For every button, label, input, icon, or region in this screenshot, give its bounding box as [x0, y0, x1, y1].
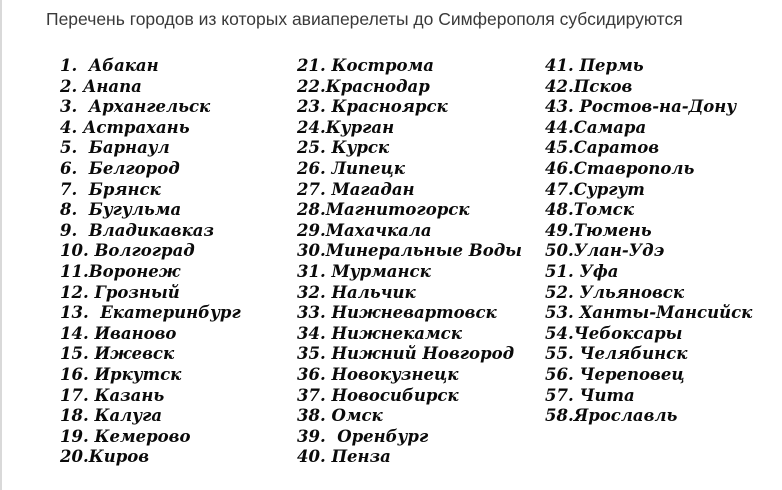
- list-item: 37. Новосибирск: [297, 385, 459, 405]
- list-item: 14. Иваново: [60, 323, 177, 343]
- list-item: 2. Анапа: [60, 76, 142, 96]
- list-item: 20.Киров: [60, 447, 150, 467]
- list-item: 11.Воронеж: [60, 261, 181, 281]
- list-item: 19. Кемерово: [60, 426, 191, 446]
- list-item: 53. Ханты-Мансийск: [545, 303, 753, 323]
- list-item: 21. Кострома: [297, 56, 434, 75]
- list-item: 51. Уфа: [545, 261, 619, 281]
- list-item: 54.Чебоксары: [545, 323, 683, 343]
- city-column-3: [545, 56, 780, 427]
- list-item: 35. Нижний Новгород: [297, 344, 515, 364]
- list-item: 50.Улан-Удэ: [545, 241, 665, 261]
- list-item: 15. Ижевск: [60, 344, 175, 364]
- list-item: 29.Махачкала: [297, 220, 432, 240]
- list-item: 27. Магадан: [297, 179, 415, 199]
- list-item: 33. Нижневартовск: [297, 303, 497, 323]
- list-item: 46.Ставрополь: [545, 158, 695, 178]
- list-item: 44.Самара: [545, 117, 647, 137]
- list-item: 43. Ростов-на-Дону: [545, 97, 737, 117]
- list-item: 16. Иркутск: [60, 364, 182, 384]
- list-item: 38. Омск: [297, 406, 383, 426]
- list-item: 42.Псков: [545, 76, 633, 96]
- list-item: 45.Саратов: [545, 138, 660, 158]
- city-column-1: [60, 56, 290, 468]
- page-title: Перечень городов из которых авиаперелеты до Симферополя субсидируются: [46, 9, 683, 29]
- list-item: 4. Астрахань: [60, 117, 190, 137]
- list-item: 17. Казань: [60, 385, 165, 405]
- list-item: 5. Барнаул: [60, 138, 170, 158]
- list-item: 56. Череповец: [545, 364, 685, 384]
- list-item: 23. Красноярск: [297, 97, 448, 117]
- list-item: 22.Краснодар: [297, 76, 430, 96]
- list-item: 40. Пенза: [297, 447, 391, 467]
- list-item: 28.Магнитогорск: [297, 200, 470, 220]
- list-item: 8. Бугульма: [60, 200, 182, 220]
- list-item: 24.Курган: [297, 117, 395, 137]
- list-item: 18. Калуга: [60, 406, 163, 426]
- list-item: 31. Мурманск: [297, 261, 431, 281]
- list-item: 58.Ярославль: [545, 406, 678, 426]
- city-list: [2, 56, 782, 490]
- list-item: 47.Сургут: [545, 179, 645, 199]
- list-item: 57. Чита: [545, 385, 635, 405]
- list-item: 12. Грозный: [60, 282, 180, 302]
- list-item: 25. Курск: [297, 138, 390, 158]
- list-item: 49.Тюмень: [545, 220, 652, 240]
- list-item: 41. Пермь: [545, 56, 644, 75]
- list-item: 13. Екатеринбург: [60, 303, 241, 323]
- list-item: 55. Челябинск: [545, 344, 688, 364]
- list-item: 6. Белгород: [60, 158, 180, 178]
- list-item: 26. Липецк: [297, 158, 405, 178]
- list-item: 3. Архангельск: [60, 97, 211, 117]
- list-item: 34. Нижнекамск: [297, 323, 462, 343]
- list-item: 9. Владикавказ: [60, 220, 214, 240]
- list-item: 36. Новокузнецк: [297, 364, 459, 384]
- list-item: 32. Нальчик: [297, 282, 416, 302]
- list-item: 39. Оренбург: [297, 426, 429, 446]
- list-item: 48.Томск: [545, 200, 634, 220]
- list-item: 7. Брянск: [60, 179, 161, 199]
- list-item: 10. Волгоград: [60, 241, 195, 261]
- list-item: 52. Ульяновск: [545, 282, 685, 302]
- list-item: 30.Минеральные Воды: [297, 241, 522, 261]
- list-item: 1. Абакан: [60, 56, 159, 75]
- city-column-2: [297, 56, 542, 468]
